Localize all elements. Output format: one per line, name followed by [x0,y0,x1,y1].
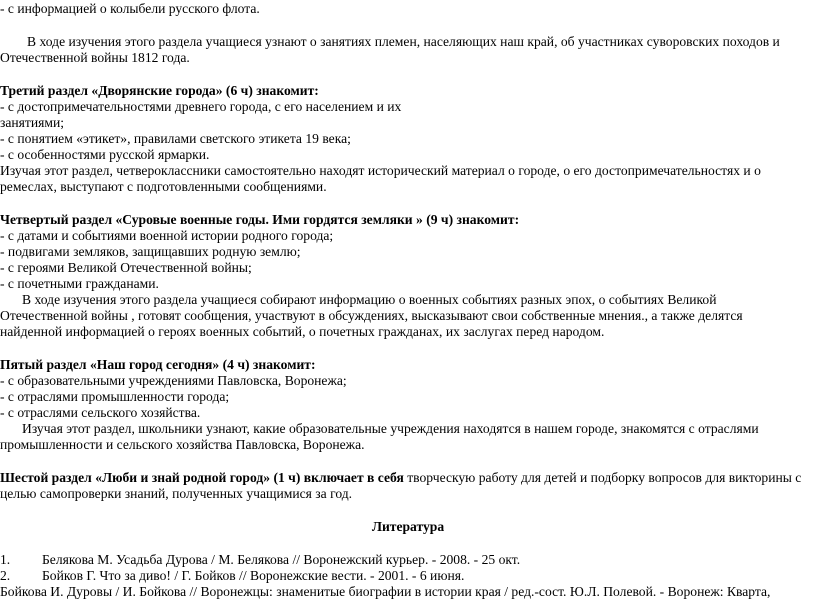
bibliography-line: Бойкова И. Дуровы / И. Бойкова // Воронежцы: знаменитые биографии в истории края / ред.-сост. Ю.Л. Полевой. - Воронеж: Кварта, [0,584,771,599]
section-6-heading: Шестой раздел «Люби и знай родной город» (1 ч) включает в себя [0,470,404,485]
list-item: - с особенностями русской ярмарки. [0,147,210,162]
paragraph-line: ремеслах, выступают с подготовленными сообщениями. [0,179,327,194]
paragraph-line: промышленности и сельского хозяйства Павловска, Воронежа. [0,437,365,452]
intro-list-item: - с информацией о колыбели русского флота. [0,1,260,16]
paragraph-line: Отечественной войны , готовят сообщения, участвуют в обсуждениях, высказывают свои собственные мнения., а также делятся [0,308,743,323]
list-item: - с отраслями промышленности города; [0,389,230,404]
section-6-line [0,469,801,486]
section-5-heading: Пятый раздел «Наш город сегодня» (4 ч) знакомит: [0,357,316,372]
section-6-text: творческую работу для детей и подборку вопросов для викторины с [403,470,802,485]
list-item: - подвигами земляков, защищавших родную землю; [0,244,301,259]
literature-title-line [0,518,816,535]
list-item: занятиями; [0,115,65,130]
paragraph-line: Изучая этот раздел, четвероклассники самостоятельно находят исторический материал о городе, о его достопримечательностях и о [0,163,761,178]
section-heading [0,82,319,99]
list-item: - с достопримечательностями древнего города, с его населением и их [0,99,402,114]
bibliography-text: Белякова М. Усадьба Дурова / М. Белякова // Воронежский курьер. - 2008. - 25 окт. [42,552,521,567]
section-3-heading: Третий раздел «Дворянские города» (6 ч) знакомит: [0,83,319,98]
literature-title: Литература [371,519,445,534]
list-item: - с отраслями сельского хозяйства. [0,405,201,420]
bibliography-text: Бойков Г. Что за диво! / Г. Бойков // Воронежские вести. - 2001. - 6 июня. [42,568,465,583]
list-item: - с понятием «этикет», правилами светского этикета 19 века; [0,131,351,146]
paragraph-line: Отечественной войны 1812 года. [0,50,190,65]
paragraph-line: В ходе изучения этого раздела учащиеся собирают информацию о военных событиях разных эпох, о событиях Великой [22,292,717,307]
list-item: - с образовательными учреждениями Павловска, Воронежа; [0,373,347,388]
paragraph-line: Изучая этот раздел, школьники узнают, какие образовательные учреждения находятся в нашем городе, знакомятся с отраслями [22,421,759,436]
list-item: - с героями Великой Отечественной войны; [0,260,252,275]
bibliography-number: 2. [0,568,11,583]
paragraph-line: целью самопроверки знаний, полученных учащимися за год. [0,486,353,501]
bibliography-number: 1. [0,552,11,567]
section-4-heading: Четвертый раздел «Суровые военные годы. Ими гордятся земляки » (9 ч) знакомит: [0,212,520,227]
paragraph-line: найденной информацией о героях военных событий, о почетных гражданах, их заслугах перед народом. [0,324,605,339]
section-heading [0,356,316,373]
section-heading [0,211,519,228]
list-item: - с датами и событиями военной истории родного города; [0,228,334,243]
list-item: - с почетными гражданами. [0,276,159,291]
paragraph-line: В ходе изучения этого раздела учащиеся узнают о занятиях племен, населяющих наш край, об участниках суворовских походов и [27,34,780,49]
